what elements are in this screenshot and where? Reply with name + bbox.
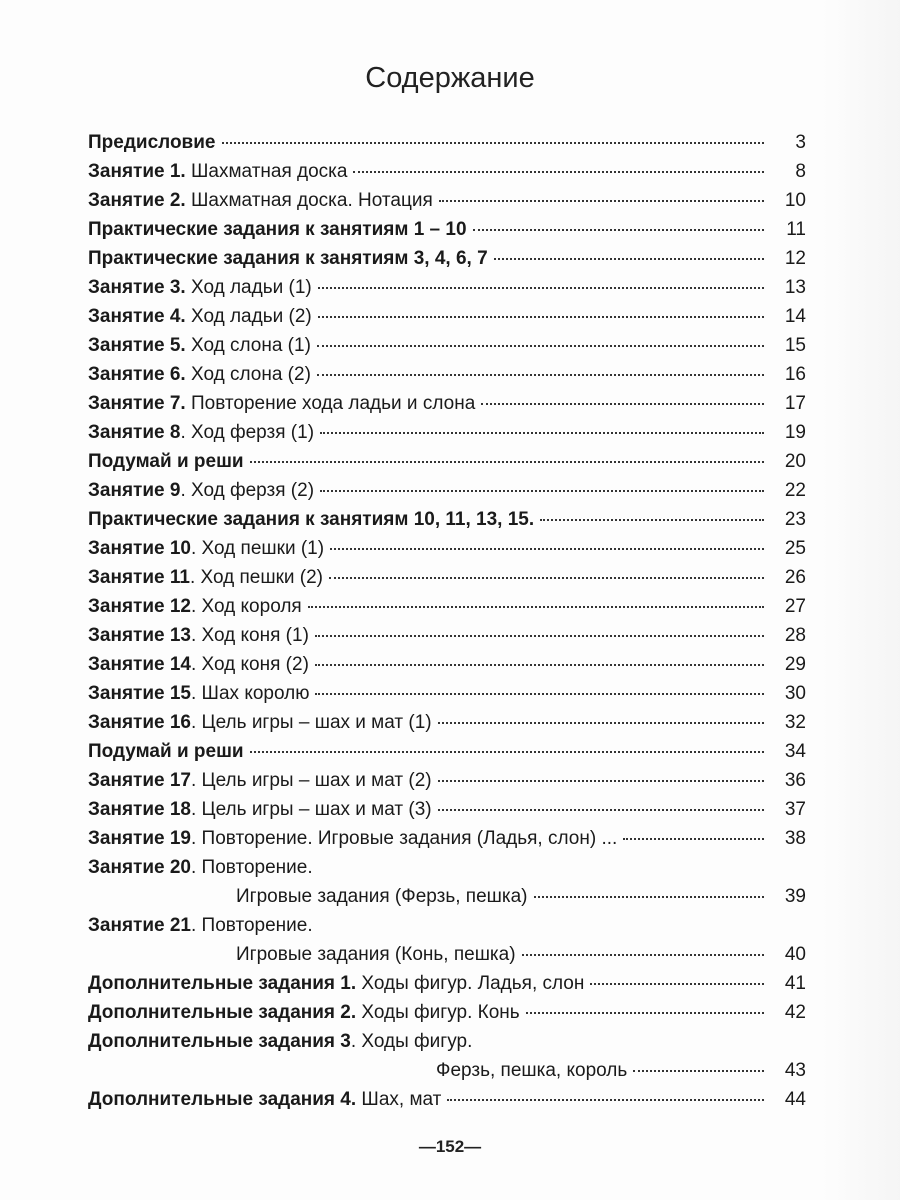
toc-entry-label xyxy=(88,128,216,157)
toc-entry xyxy=(88,1085,806,1114)
toc-entry xyxy=(88,940,806,969)
dot-leader xyxy=(494,258,764,260)
toc-entry-heading: Занятие 21 xyxy=(88,915,191,936)
toc-entry xyxy=(88,1056,806,1085)
toc-page-number: 38 xyxy=(784,828,806,849)
toc-entry xyxy=(88,737,806,766)
toc-entry-heading: Занятие 10 xyxy=(88,538,191,559)
toc-entry xyxy=(88,302,806,331)
toc-page-number: 42 xyxy=(784,1002,806,1023)
toc-entry xyxy=(88,795,806,824)
toc-entry-label xyxy=(88,418,314,447)
toc-entry xyxy=(88,331,806,360)
toc-entry-label xyxy=(436,1056,627,1085)
dot-leader xyxy=(315,664,764,666)
toc-entry-label xyxy=(88,476,314,505)
toc-entry xyxy=(88,679,806,708)
toc-entry-heading: Занятие 6. xyxy=(88,364,186,385)
toc-entry-title: . Ход коня (2) xyxy=(191,654,309,675)
toc-page-number: 30 xyxy=(784,683,806,704)
toc-entry-heading: Занятие 16 xyxy=(88,712,191,733)
toc-entry-title: . Ходы фигур. xyxy=(350,1031,473,1052)
toc-entry-heading: Практические задания к занятиям 10, 11, 13, 15. xyxy=(88,509,535,530)
toc-page-number: 3 xyxy=(795,132,806,153)
toc-entry xyxy=(88,1027,806,1056)
toc-entry-title: . Повторение. Игровые задания (Ладья, слон) ... xyxy=(191,828,618,849)
toc-entry-heading: Предисловие xyxy=(88,132,216,153)
toc-entry-title: . Ход пешки (1) xyxy=(191,538,325,559)
toc-entry-label xyxy=(88,766,432,795)
page-title: Содержание xyxy=(365,62,535,94)
toc-entry-label xyxy=(88,331,311,360)
toc-entry-heading: Занятие 19 xyxy=(88,828,191,849)
toc-entry xyxy=(88,563,806,592)
toc-entry-heading: Занятие 20 xyxy=(88,857,191,878)
toc-entry-title: . Ход ферзя (2) xyxy=(180,480,315,501)
toc-page-number: 39 xyxy=(784,886,806,907)
dot-leader xyxy=(308,606,764,608)
toc-entry-label xyxy=(88,650,309,679)
toc-entry-heading: Занятие 15 xyxy=(88,683,191,704)
toc-entry-heading: Практические задания к занятиям 3, 4, 6, 7 xyxy=(88,248,488,269)
dot-leader xyxy=(329,577,764,579)
toc-page-number: 8 xyxy=(795,161,806,182)
toc-page-number: 10 xyxy=(784,190,806,211)
dot-leader xyxy=(534,896,764,898)
toc-entry-label xyxy=(88,621,309,650)
toc-entry xyxy=(88,244,806,273)
toc-entry xyxy=(88,621,806,650)
toc-entry xyxy=(88,418,806,447)
dot-leader xyxy=(318,316,764,318)
toc-entry-title: Шахматная доска xyxy=(185,161,348,182)
toc-entry xyxy=(88,882,806,911)
toc-entry-label xyxy=(88,824,617,853)
toc-entry xyxy=(88,273,806,302)
toc-entry-label xyxy=(88,911,313,940)
dot-leader xyxy=(353,171,764,173)
toc-entry-heading: Занятие 14 xyxy=(88,654,191,675)
table-of-contents xyxy=(88,128,806,1114)
toc-page-number: 25 xyxy=(784,538,806,559)
dot-leader xyxy=(633,1070,764,1072)
toc-page-number: 28 xyxy=(784,625,806,646)
dot-leader xyxy=(320,432,764,434)
toc-entry xyxy=(88,650,806,679)
toc-entry-label xyxy=(88,1085,441,1114)
toc-entry xyxy=(88,505,806,534)
toc-entry-label xyxy=(88,360,311,389)
dot-leader xyxy=(623,838,764,840)
toc-entry-heading: Практические задания к занятиям 1 – 10 xyxy=(88,219,467,240)
toc-entry-heading: Дополнительные задания 1. xyxy=(88,973,357,994)
toc-entry-label xyxy=(88,215,467,244)
dot-leader xyxy=(590,983,764,985)
toc-entry-label xyxy=(88,389,475,418)
toc-entry-title: . Ход пешки (2) xyxy=(189,567,324,588)
dot-leader xyxy=(315,635,764,637)
dot-leader xyxy=(222,142,765,144)
toc-entry-title: Ферзь, пешка, король xyxy=(436,1060,628,1081)
toc-entry-heading: Занятие 2. xyxy=(88,190,186,211)
dot-leader xyxy=(473,229,764,231)
toc-entry xyxy=(88,998,806,1027)
toc-entry-title: . Цель игры – шах и мат (1) xyxy=(191,712,432,733)
dot-leader xyxy=(250,461,764,463)
toc-entry-label xyxy=(88,969,584,998)
toc-page-number: 19 xyxy=(784,422,806,443)
toc-page-number: 41 xyxy=(784,973,806,994)
toc-entry-label xyxy=(88,853,313,882)
toc-entry-title: Игровые задания (Ферзь, пешка) xyxy=(236,886,528,907)
toc-entry-heading: Занятие 8 xyxy=(88,422,181,443)
toc-entry-title: Повторение хода ладьи и слона xyxy=(185,393,476,414)
toc-entry xyxy=(88,911,806,940)
toc-entry-label xyxy=(88,563,323,592)
toc-entry xyxy=(88,215,806,244)
toc-entry-heading: Занятие 13 xyxy=(88,625,191,646)
toc-entry-label xyxy=(88,505,534,534)
dot-leader xyxy=(447,1099,764,1101)
dot-leader xyxy=(315,693,764,695)
toc-page-number: 23 xyxy=(784,509,806,530)
toc-page-number: 20 xyxy=(784,451,806,472)
toc-page-number: 32 xyxy=(784,712,806,733)
dot-leader xyxy=(438,780,764,782)
toc-entry-label xyxy=(88,534,324,563)
toc-page-number: 11 xyxy=(786,219,806,240)
toc-page-number: 40 xyxy=(784,944,806,965)
toc-entry-heading: Занятие 7. xyxy=(88,393,186,414)
toc-entry-heading: Дополнительные задания 4. xyxy=(88,1089,357,1110)
toc-entry-heading: Занятие 18 xyxy=(88,799,191,820)
toc-entry-heading: Занятие 12 xyxy=(88,596,191,617)
toc-entry-title: . Шах королю xyxy=(191,683,310,704)
dot-leader xyxy=(317,374,764,376)
toc-entry-label xyxy=(88,737,244,766)
toc-page-number: 37 xyxy=(784,799,806,820)
toc-entry xyxy=(88,476,806,505)
toc-entry-title: Ход слона (1) xyxy=(185,335,311,356)
toc-entry-heading: Подумай и реши xyxy=(88,451,244,472)
toc-page-number: 27 xyxy=(784,596,806,617)
toc-page-number: 26 xyxy=(784,567,806,588)
toc-entry-heading: Дополнительные задания 2. xyxy=(88,1002,357,1023)
toc-entry-title: Шах, мат xyxy=(356,1089,442,1110)
toc-entry-label xyxy=(88,447,244,476)
toc-entry-label xyxy=(88,679,309,708)
toc-entry xyxy=(88,128,806,157)
toc-entry-heading: Занятие 4. xyxy=(88,306,186,327)
toc-page-number: 22 xyxy=(784,480,806,501)
dot-leader xyxy=(320,490,764,492)
toc-entry-label xyxy=(88,302,312,331)
toc-entry-title: . Повторение. xyxy=(191,915,313,936)
toc-entry-title: Ходы фигур. Конь xyxy=(356,1002,520,1023)
dot-leader xyxy=(438,809,764,811)
page-number-footer: —152— xyxy=(418,1137,482,1156)
toc-entry-label xyxy=(236,882,528,911)
toc-entry xyxy=(88,592,806,621)
dot-leader xyxy=(330,548,764,550)
toc-entry-heading: Занятие 1. xyxy=(88,161,186,182)
toc-entry-label xyxy=(88,998,520,1027)
toc-entry xyxy=(88,969,806,998)
dot-leader xyxy=(526,1012,764,1014)
toc-entry-heading: Занятие 3. xyxy=(88,277,186,298)
toc-entry-heading: Занятие 9 xyxy=(88,480,181,501)
toc-entry-label xyxy=(236,940,516,969)
dot-leader xyxy=(438,722,764,724)
toc-page-number: 15 xyxy=(784,335,806,356)
toc-page-number: 12 xyxy=(784,248,806,269)
toc-entry-title: . Повторение. xyxy=(191,857,313,878)
toc-entry xyxy=(88,447,806,476)
toc-entry-heading: Подумай и реши xyxy=(88,741,244,762)
toc-entry xyxy=(88,534,806,563)
toc-entry-title: Ход ладьи (2) xyxy=(185,306,312,327)
toc-entry-title: Ход ладьи (1) xyxy=(185,277,312,298)
dot-leader xyxy=(318,287,764,289)
toc-entry-heading: Занятие 11 xyxy=(88,567,190,588)
toc-page-number: 44 xyxy=(784,1089,806,1110)
toc-page-number: 34 xyxy=(784,741,806,762)
toc-entry-heading: Дополнительные задания 3 xyxy=(88,1031,351,1052)
toc-entry-heading: Занятие 5. xyxy=(88,335,186,356)
dot-leader xyxy=(481,403,764,405)
toc-entry-title: Шахматная доска. Нотация xyxy=(185,190,433,211)
toc-page-number: 13 xyxy=(784,277,806,298)
toc-entry xyxy=(88,824,806,853)
toc-entry-label xyxy=(88,795,432,824)
toc-entry-title: . Цель игры – шах и мат (2) xyxy=(191,770,432,791)
toc-page-number: 14 xyxy=(784,306,806,327)
toc-entry-label xyxy=(88,273,312,302)
toc-entry-title: Ход слона (2) xyxy=(185,364,311,385)
toc-page-number: 16 xyxy=(784,364,806,385)
dot-leader xyxy=(250,751,764,753)
toc-entry-label xyxy=(88,244,488,273)
toc-entry-heading: Занятие 17 xyxy=(88,770,191,791)
dot-leader xyxy=(317,345,764,347)
toc-entry xyxy=(88,360,806,389)
toc-entry xyxy=(88,766,806,795)
page-edge-shadow xyxy=(822,0,900,1200)
toc-entry xyxy=(88,157,806,186)
toc-entry-title: Игровые задания (Конь, пешка) xyxy=(236,944,516,965)
toc-entry-label xyxy=(88,708,432,737)
toc-entry-label xyxy=(88,1027,472,1056)
toc-page-number: 43 xyxy=(784,1060,806,1081)
toc-entry-title: . Ход ферзя (1) xyxy=(180,422,315,443)
toc-page-number: 36 xyxy=(784,770,806,791)
toc-entry-title: . Цель игры – шах и мат (3) xyxy=(191,799,432,820)
toc-entry-title: . Ход короля xyxy=(191,596,302,617)
toc-entry xyxy=(88,853,806,882)
toc-page-number: 29 xyxy=(784,654,806,675)
toc-entry-label xyxy=(88,157,347,186)
dot-leader xyxy=(522,954,764,956)
dot-leader xyxy=(439,200,764,202)
toc-entry-label xyxy=(88,592,302,621)
toc-entry-title: Ходы фигур. Ладья, слон xyxy=(356,973,585,994)
toc-entry-title: . Ход коня (1) xyxy=(191,625,309,646)
toc-entry-label xyxy=(88,186,433,215)
toc-entry xyxy=(88,186,806,215)
dot-leader xyxy=(540,519,764,521)
toc-entry xyxy=(88,708,806,737)
toc-page-number: 17 xyxy=(784,393,806,414)
toc-entry xyxy=(88,389,806,418)
